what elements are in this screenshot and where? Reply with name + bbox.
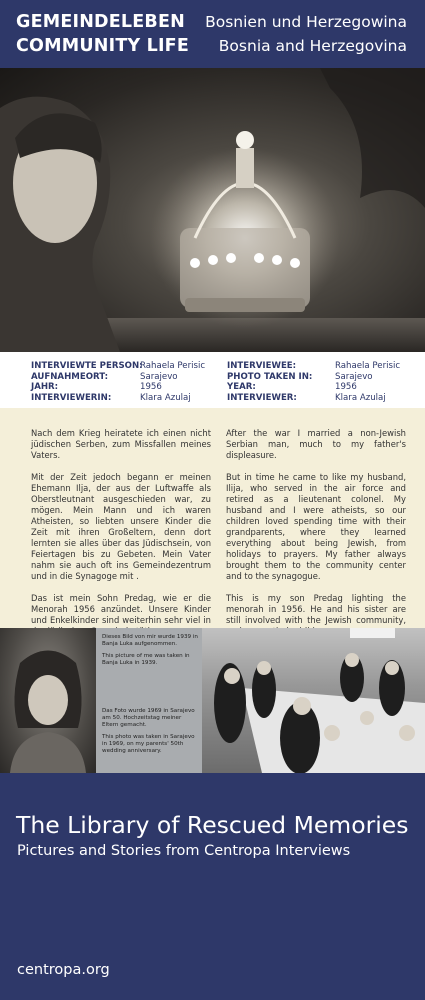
caption-value: Klara Azulaj — [140, 392, 191, 403]
caption-value: Rahaela Perisic — [335, 361, 401, 371]
note-big-en: This photo was taken in Sarajevo in 1969, on my parents' 50th wedding anniversary. — [102, 734, 195, 754]
header-band — [0, 0, 425, 68]
caption-value: Rahaela Perisic — [140, 361, 206, 371]
story-text-en — [226, 428, 406, 648]
library-subtitle: Pictures and Stories from Centropa Interviews — [17, 843, 351, 859]
caption-value: 1956 — [335, 382, 357, 393]
caption-label: INTERVIEWERIN: — [31, 392, 112, 403]
caption-values-en — [335, 361, 400, 403]
hero-photo — [0, 68, 425, 352]
girl-portrait-illustration — [0, 628, 96, 773]
country-en: Bosnia and Herzegovina — [218, 37, 407, 55]
section-title — [16, 10, 189, 58]
caption-labels-en — [227, 361, 312, 403]
website-link[interactable]: centropa.org — [17, 962, 110, 978]
country-title — [205, 10, 407, 58]
caption-value: Sarajevo — [140, 371, 178, 382]
caption-label: INTERVIEWEE: — [227, 361, 297, 371]
story-paragraph: After the war I married a non-Jewish Serbian man, much to my father's displeasure. — [226, 428, 406, 460]
caption-value: 1956 — [140, 382, 162, 393]
photo-caption — [0, 352, 425, 408]
caption-label: PHOTO TAKEN IN: — [227, 371, 313, 382]
library-title: The Library of Rescued Memories — [16, 811, 409, 839]
note-small-de: Dieses Bild von mir wurde 1939 in Banja Luka aufgenommen. — [102, 634, 198, 647]
caption-value: Klara Azulaj — [335, 392, 386, 403]
caption-value: Sarajevo — [335, 371, 373, 382]
story-text-de — [31, 428, 211, 648]
caption-label: YEAR: — [227, 382, 256, 393]
caption-label: INTERVIEWTE PERSON: — [31, 361, 143, 371]
story-paragraph: Nach dem Krieg heiratete ich einen nicht jüdischen Serben, zum Missfallen meines Vaters. — [31, 428, 211, 460]
girl-portrait-photo — [0, 628, 96, 773]
note-small-en: This picture of me was taken in Banja Luka in 1939. — [102, 653, 190, 666]
photo-notes-panel — [96, 628, 202, 773]
anniversary-group-photo — [202, 628, 425, 773]
caption-labels-de — [31, 361, 143, 403]
country-de: Bosnien und Herzegowina — [205, 13, 407, 31]
caption-values-de — [140, 361, 205, 403]
footer-band — [0, 773, 425, 1000]
section-title-de: GEMEINDELEBEN — [16, 12, 185, 32]
caption-label: JAHR: — [31, 382, 59, 393]
section-title-en: COMMUNITY LIFE — [16, 36, 189, 56]
note-big-de: Das Foto wurde 1969 in Sarajevo am 50. Hochzeitstag meiner Eltern gemacht. — [102, 708, 195, 728]
story-paragraph: But in time he came to like my husband, Ilija, who served in the air force and retired as a lieutenant colonel. My husband and I were atheists, so our children loved spending time with their grandparents, where they learned everything about being Jewish, from holidays to prayers. My father always brought them to the community center and to the synagogue. — [226, 472, 406, 581]
hero-photo-illustration — [0, 68, 425, 352]
caption-label: INTERVIEWER: — [227, 392, 297, 403]
story-paragraph: Mit der Zeit jedoch begann er meinen Ehemann Ilja, der aus der Luftwaffe als Oberstleutnant ausgeschieden war, zu mögen. Mein Mann und ich waren Atheisten, so liebten unsere Kinder die Zeit mit ihren Großeltern, denn dort lernten sie alles über das Jüdischsein, von Feiertagen bis zu Gebeten. Mein Vater nahm sie auch oft ins Gemeindezentrum und in die Synagoge mit . — [31, 472, 211, 581]
story-paragraph: Das ist mein Sohn Predag, wie er die Menorah 1956 anzündet. Unsere Kinder und Enkelkinder sind weiterhin sehr viel in — [31, 593, 211, 625]
caption-label: AUFNAHMEORT: — [31, 371, 109, 382]
anniversary-group-illustration — [202, 628, 425, 773]
story-paragraph: This is my son Predag lighting the menorah in 1956. He and his sister are still involved with the Jewish community, — [226, 593, 406, 625]
story-panel — [0, 408, 425, 628]
photo-strip — [0, 628, 425, 773]
